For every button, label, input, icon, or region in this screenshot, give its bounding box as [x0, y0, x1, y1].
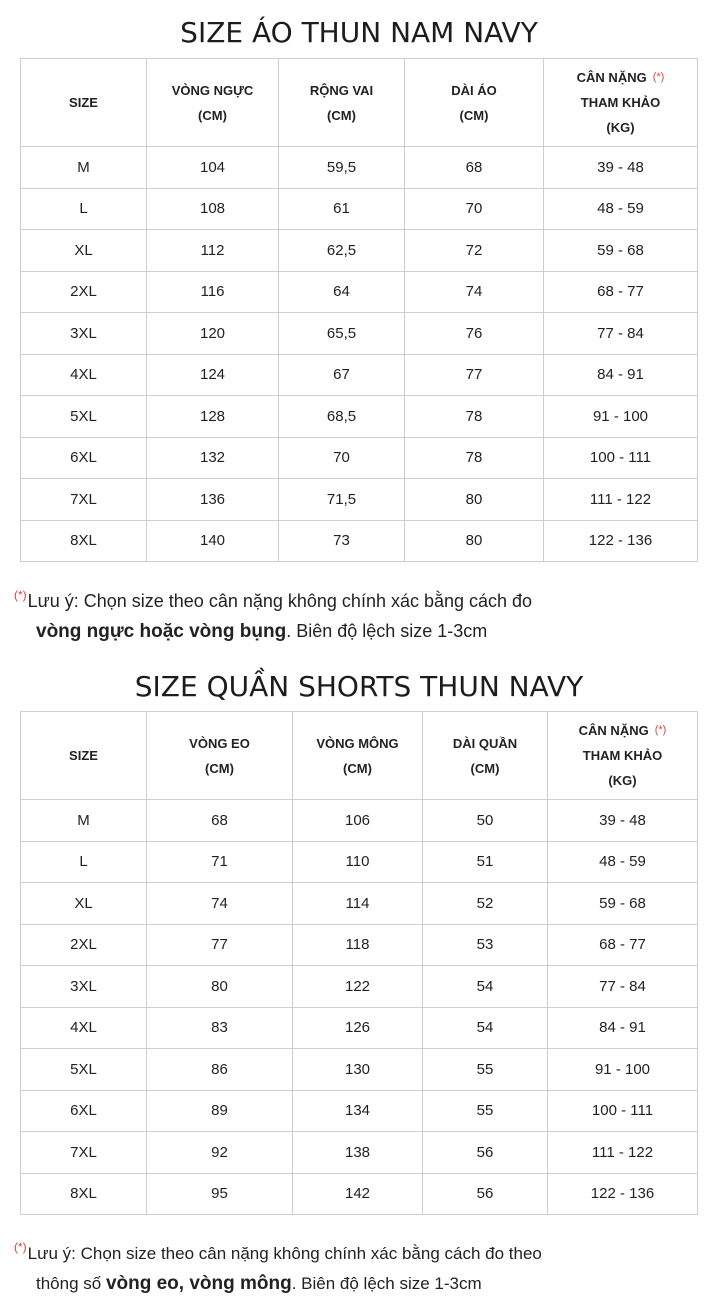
column-header-line: THAM KHẢO — [582, 748, 663, 763]
table-cell: 74 — [405, 271, 544, 313]
table-cell: 138 — [293, 1132, 423, 1174]
column-header-line: DÀI QUẦN — [452, 735, 518, 751]
table-row — [21, 396, 698, 438]
table-cell: 91 - 100 — [544, 396, 698, 438]
table-cell: 136 — [147, 479, 279, 521]
table-cell: 67 — [279, 354, 405, 396]
column-header — [279, 59, 405, 147]
table-cell: 68 — [405, 147, 544, 189]
table-row — [21, 1090, 698, 1132]
table-row — [21, 354, 698, 396]
table-cell: 92 — [147, 1132, 293, 1174]
column-header — [293, 712, 423, 800]
table-cell: 55 — [423, 1049, 548, 1091]
table-cell: 4XL — [21, 354, 147, 396]
shirt-size-note — [14, 580, 532, 647]
table-row — [21, 1007, 698, 1049]
column-header-line: VÒNG NGỰC — [171, 82, 254, 98]
table-cell: 78 — [405, 396, 544, 438]
table-cell: 64 — [279, 271, 405, 313]
asterisk-mark: (*) — [654, 724, 667, 736]
table-cell: 6XL — [21, 437, 147, 479]
table-cell: 110 — [293, 841, 423, 883]
table-cell: 72 — [405, 230, 544, 272]
table-cell: 89 — [147, 1090, 293, 1132]
table-cell: 104 — [147, 147, 279, 189]
table-cell: 77 — [405, 354, 544, 396]
column-header-line: THAM KHẢO — [580, 95, 661, 110]
column-header-line: SIZE — [69, 95, 98, 110]
note-emphasis: vòng ngực hoặc vòng bụng — [36, 621, 287, 642]
table-cell: 76 — [405, 313, 544, 355]
table-cell: 80 — [405, 479, 544, 521]
table-cell: 84 - 91 — [548, 1007, 698, 1049]
asterisk-mark: (*) — [14, 588, 27, 602]
table-row — [21, 313, 698, 355]
table-row — [21, 188, 698, 230]
table-cell: M — [21, 800, 147, 842]
table-cell: 124 — [147, 354, 279, 396]
column-header-text: CÂN NẶNG — [576, 70, 647, 85]
table-cell: 68 - 77 — [548, 924, 698, 966]
table-cell: 80 — [405, 520, 544, 562]
table-cell: XL — [21, 230, 147, 272]
table-cell: 54 — [423, 966, 548, 1008]
table-cell: 95 — [147, 1173, 293, 1215]
table-cell: 122 - 136 — [548, 1173, 698, 1215]
column-header — [21, 59, 147, 147]
column-header — [147, 712, 293, 800]
shorts-table-header-row — [21, 712, 698, 800]
table-cell: 39 - 48 — [544, 147, 698, 189]
table-cell: 108 — [147, 188, 279, 230]
table-cell: 7XL — [21, 1132, 147, 1174]
column-header-line: (KG) — [608, 773, 637, 788]
table-cell: 84 - 91 — [544, 354, 698, 396]
column-header-line: (CM) — [205, 760, 234, 776]
column-header-line: RỘNG VAI — [309, 82, 374, 98]
column-header — [544, 59, 698, 147]
table-row — [21, 437, 698, 479]
table-cell: 59,5 — [279, 147, 405, 189]
table-cell: 48 - 59 — [548, 841, 698, 883]
table-cell: 68 - 77 — [544, 271, 698, 313]
table-cell: 128 — [147, 396, 279, 438]
table-cell: 7XL — [21, 479, 147, 521]
table-row — [21, 1173, 698, 1215]
table-row — [21, 800, 698, 842]
table-cell: 50 — [423, 800, 548, 842]
table-cell: 2XL — [21, 924, 147, 966]
column-header-line — [544, 65, 697, 90]
table-cell: 71,5 — [279, 479, 405, 521]
table-cell: 111 - 122 — [548, 1132, 698, 1174]
column-header — [147, 59, 279, 147]
table-cell: 68 — [147, 800, 293, 842]
table-cell: 78 — [405, 437, 544, 479]
table-row — [21, 230, 698, 272]
table-cell: 100 - 111 — [548, 1090, 698, 1132]
table-cell: 126 — [293, 1007, 423, 1049]
note-line-2: . Biên độ lệch size 1-3cm — [286, 621, 488, 641]
table-cell: 39 - 48 — [548, 800, 698, 842]
table-row — [21, 924, 698, 966]
column-header-line: VÒNG MÔNG — [316, 735, 399, 751]
table-cell: 71 — [147, 841, 293, 883]
table-cell: L — [21, 841, 147, 883]
table-cell: 112 — [147, 230, 279, 272]
table-cell: 122 — [293, 966, 423, 1008]
table-cell: 65,5 — [279, 313, 405, 355]
table-cell: 56 — [423, 1132, 548, 1174]
column-header-line: (CM) — [198, 107, 227, 123]
table-row — [21, 1132, 698, 1174]
column-header-line: VÒNG EO — [189, 735, 250, 751]
table-row — [21, 520, 698, 562]
column-header-line — [548, 718, 697, 743]
column-header — [405, 59, 544, 147]
table-cell: 91 - 100 — [548, 1049, 698, 1091]
table-row — [21, 966, 698, 1008]
table-cell: 73 — [279, 520, 405, 562]
table-cell: 68,5 — [279, 396, 405, 438]
table-cell: 120 — [147, 313, 279, 355]
shirt-table-header-row — [21, 59, 698, 147]
table-cell: 77 — [147, 924, 293, 966]
table-cell: 5XL — [21, 396, 147, 438]
note-line-2: . Biên độ lệch size 1-3cm — [291, 1274, 482, 1293]
table-row — [21, 841, 698, 883]
table-cell: 62,5 — [279, 230, 405, 272]
table-cell: 8XL — [21, 520, 147, 562]
table-row — [21, 147, 698, 189]
table-cell: 118 — [293, 924, 423, 966]
table-cell: 140 — [147, 520, 279, 562]
column-header — [548, 712, 698, 800]
shirt-size-table — [20, 58, 698, 562]
table-cell: 55 — [423, 1090, 548, 1132]
table-cell: 48 - 59 — [544, 188, 698, 230]
table-cell: 74 — [147, 883, 293, 925]
table-cell: 5XL — [21, 1049, 147, 1091]
table-cell: 77 - 84 — [548, 966, 698, 1008]
table-row — [21, 479, 698, 521]
table-cell: 86 — [147, 1049, 293, 1091]
asterisk-mark: (*) — [14, 1240, 27, 1254]
table-cell: 70 — [405, 188, 544, 230]
table-cell: XL — [21, 883, 147, 925]
shorts-size-table — [20, 711, 698, 1215]
table-cell: 114 — [293, 883, 423, 925]
note-line-1: Lưu ý: Chọn size theo cân nặng không chính xác bằng cách đo theo — [27, 1244, 542, 1263]
table-cell: 3XL — [21, 313, 147, 355]
asterisk-mark: (*) — [652, 71, 665, 83]
shirt-size-title: SIZE ÁO THUN NAM NAVY — [180, 16, 538, 49]
table-cell: 130 — [293, 1049, 423, 1091]
table-cell: 134 — [293, 1090, 423, 1132]
shorts-size-note — [14, 1232, 542, 1299]
column-header — [423, 712, 548, 800]
table-cell: L — [21, 188, 147, 230]
table-cell: 53 — [423, 924, 548, 966]
table-cell: 8XL — [21, 1173, 147, 1215]
table-cell: M — [21, 147, 147, 189]
table-cell: 142 — [293, 1173, 423, 1215]
column-header-line: DÀI ÁO — [451, 82, 497, 98]
column-header-line: (CM) — [470, 760, 500, 776]
table-cell: 80 — [147, 966, 293, 1008]
note-emphasis: vòng eo, vòng mông — [105, 1273, 292, 1294]
table-cell: 61 — [279, 188, 405, 230]
note-line-2-prefix: thông số — [36, 1274, 106, 1293]
table-cell: 59 - 68 — [544, 230, 698, 272]
column-header-line: SIZE — [69, 748, 98, 763]
table-cell: 51 — [423, 841, 548, 883]
table-cell: 2XL — [21, 271, 147, 313]
table-cell: 54 — [423, 1007, 548, 1049]
table-cell: 77 - 84 — [544, 313, 698, 355]
table-cell: 122 - 136 — [544, 520, 698, 562]
table-cell: 4XL — [21, 1007, 147, 1049]
table-cell: 6XL — [21, 1090, 147, 1132]
table-cell: 3XL — [21, 966, 147, 1008]
shorts-size-title: SIZE QUẦN SHORTS THUN NAVY — [134, 670, 584, 703]
table-row — [21, 1049, 698, 1091]
table-row — [21, 271, 698, 313]
table-cell: 70 — [279, 437, 405, 479]
table-cell: 59 - 68 — [548, 883, 698, 925]
column-header-line: (CM) — [343, 760, 372, 776]
column-header-line: (CM) — [459, 107, 489, 123]
table-cell: 111 - 122 — [544, 479, 698, 521]
column-header-text: CÂN NẶNG — [578, 723, 649, 738]
table-row — [21, 883, 698, 925]
table-cell: 100 - 111 — [544, 437, 698, 479]
table-cell: 132 — [147, 437, 279, 479]
column-header-line: (KG) — [606, 120, 635, 135]
table-cell: 56 — [423, 1173, 548, 1215]
table-cell: 106 — [293, 800, 423, 842]
table-cell: 116 — [147, 271, 279, 313]
column-header — [21, 712, 147, 800]
column-header-line: (CM) — [327, 107, 356, 123]
note-line-1: Lưu ý: Chọn size theo cân nặng không chính xác bằng cách đo — [27, 591, 533, 611]
table-cell: 52 — [423, 883, 548, 925]
table-cell: 83 — [147, 1007, 293, 1049]
